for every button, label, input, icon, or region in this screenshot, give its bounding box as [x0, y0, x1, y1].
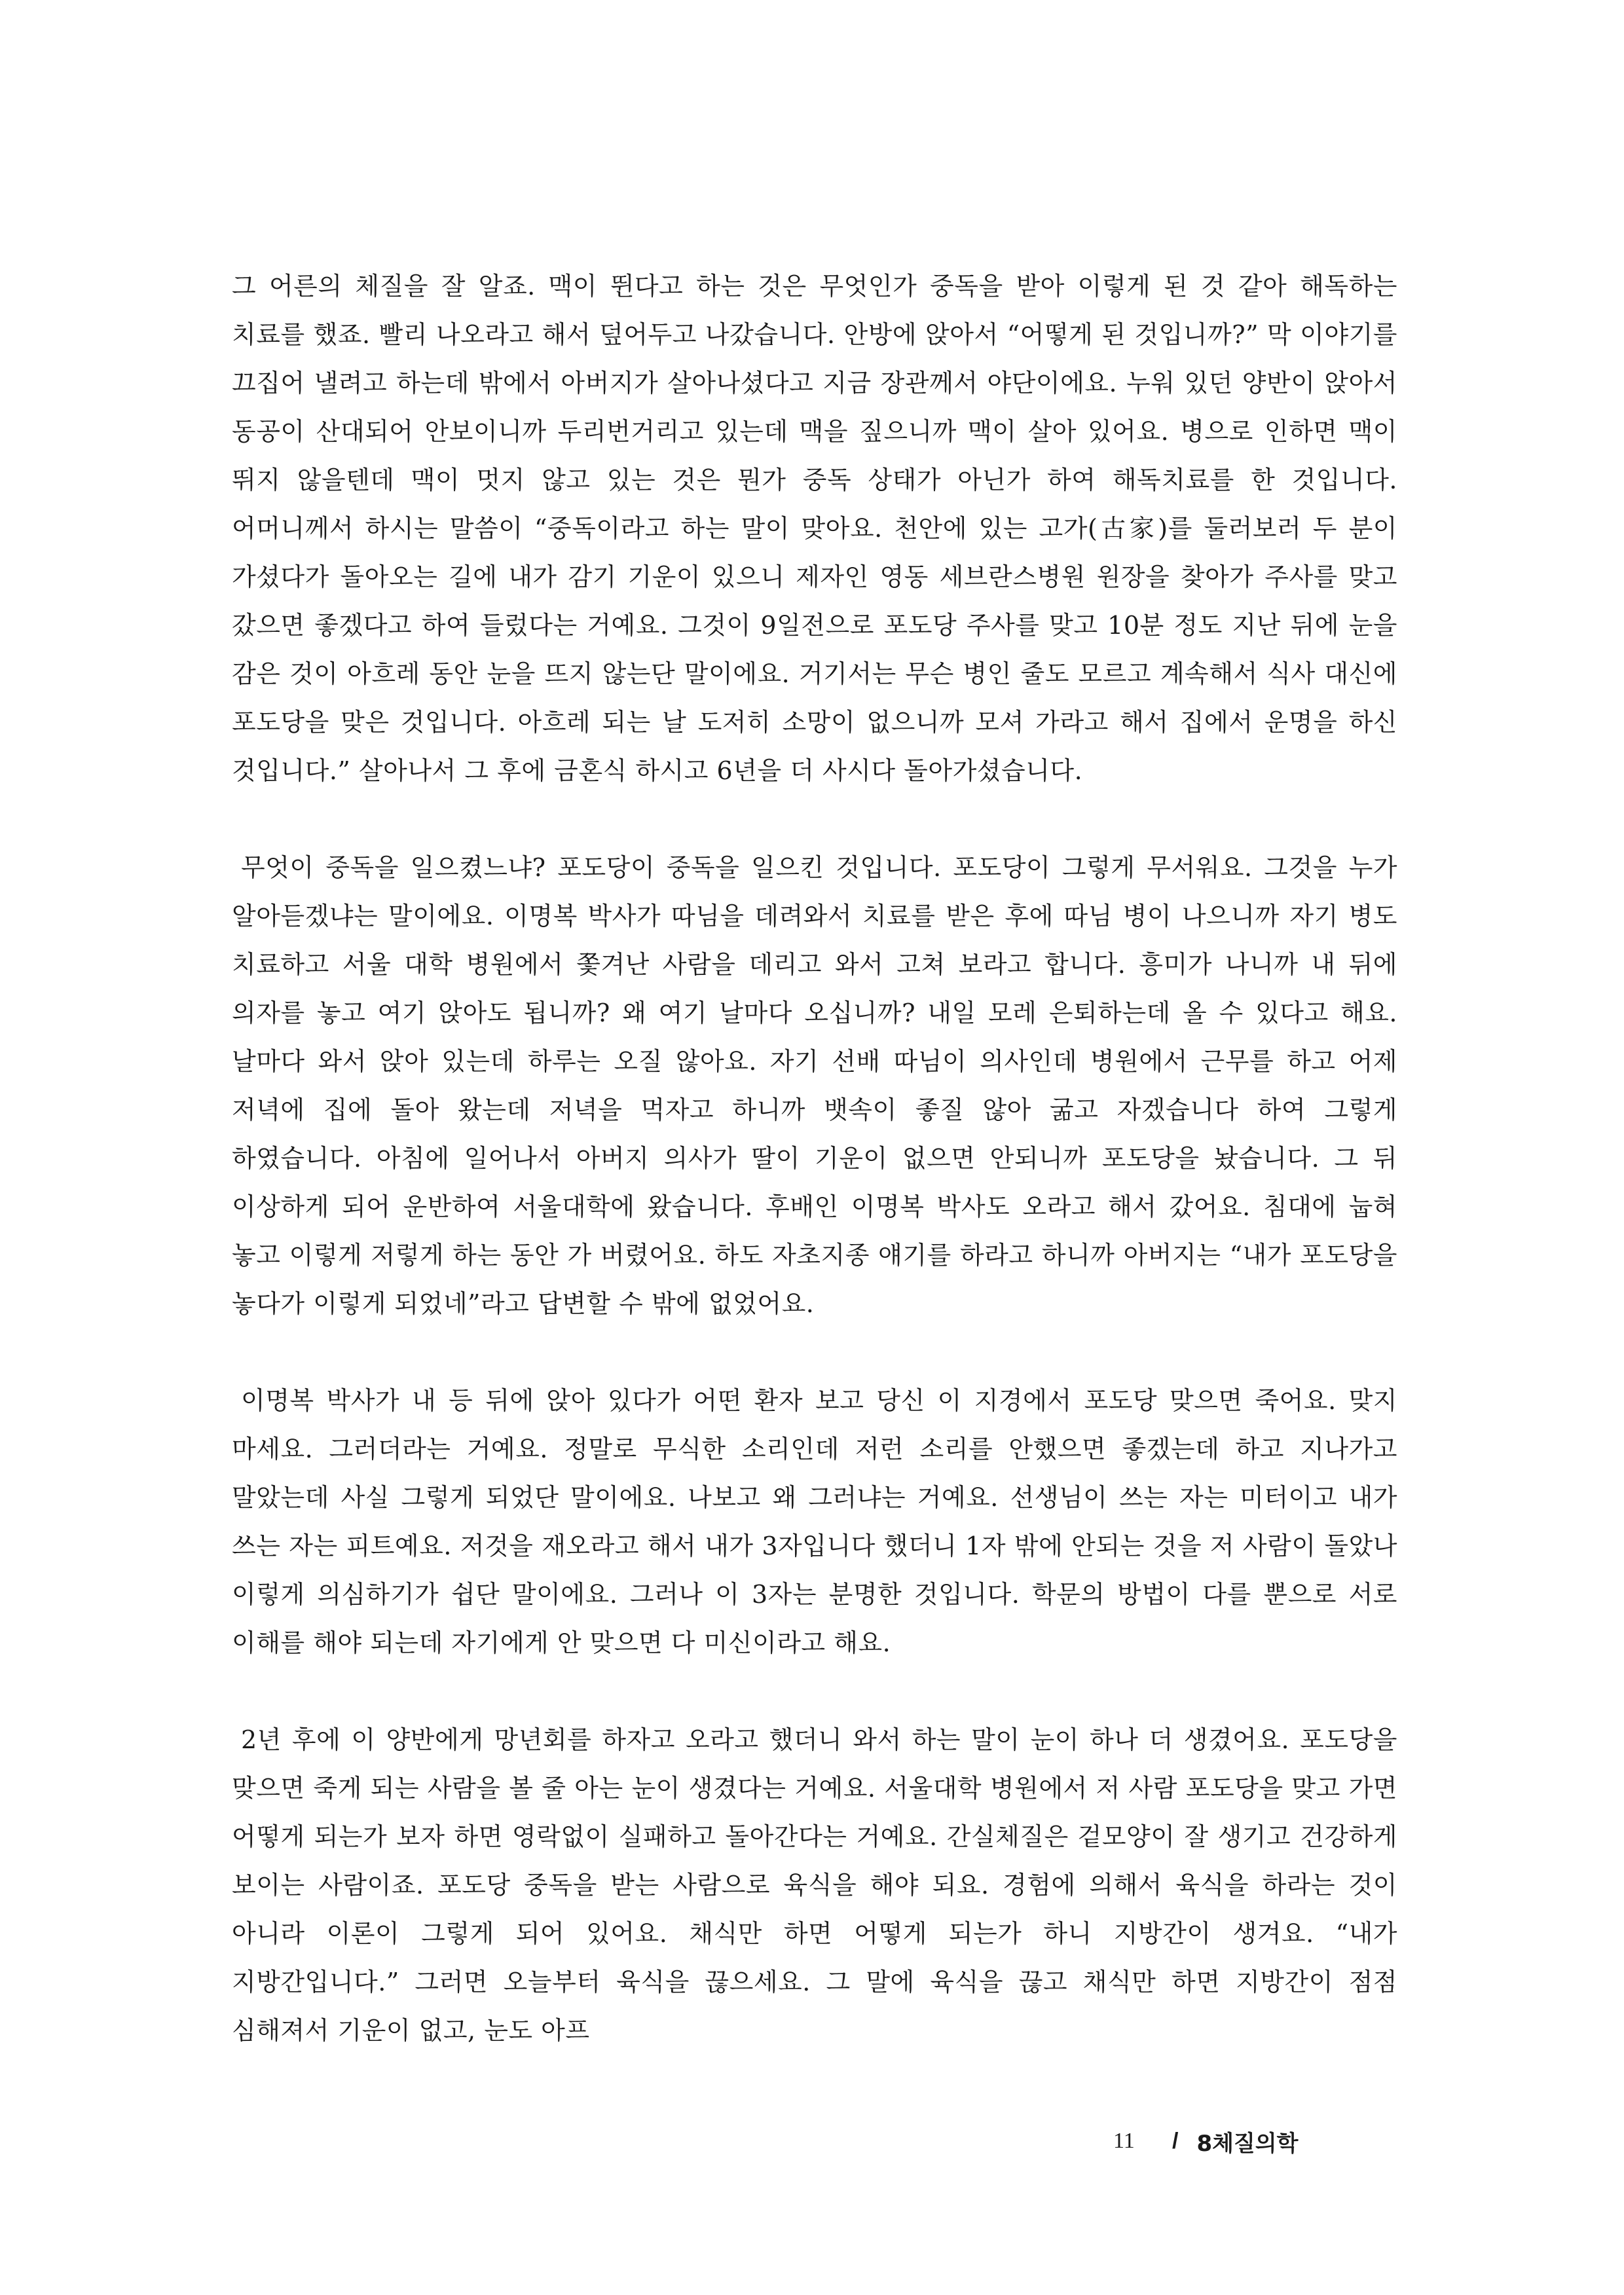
- book-title: 8체질의학: [1196, 2130, 1299, 2157]
- page-body: [232, 262, 1397, 2103]
- body-paragraph-4: 2년 후에 이 양반에게 망년회를 하자고 오라고 했더니 와서 하는 말이 눈이 하나 더 생겼어요. 포도당을 맞으면 죽게 되는 사람을 볼 줄 아는 눈이 생겼다는 거예요. 서울대학 병원에서 저 사람 포도당을 맞고 가면 어떻게 되는가 보자 하면 영락없이 실패하고 돌아간다는 거예요. 간실체질은 겉모양이 잘 생기고 건강하게 보이는 사람이죠. 포도당 중독을 받는 사람으로 육식을 해야 되요. 경험에 의해서 육식을 하라는 것이 아니라 이론이 그렇게 되어 있어요. 채식만 하면 어떻게 되는가 하니 지방간이 생겨요. “내가 지방간입니다.” 그러면 오늘부터 육식을 끊으세요. 그 말에 육식을 끊고 채식만 하면 지방간이 점점 심해져서 기운이 없고, 눈도 아프: [232, 1725, 1397, 2045]
- body-paragraph-1: 그 어른의 체질을 잘 알죠. 맥이 뛴다고 하는 것은 무엇인가 중독을 받아 이렇게 된 것 같아 해독하는 치료를 했죠. 빨리 나오라고 해서 덮어두고 나갔습니다. 안방에 앉아서 “어떻게 된 것입니까?” 막 이야기를 끄집어 낼려고 하는데 밖에서 아버지가 살아나셨다고 지금 장관께서 야단이에요. 누워 있던 양반이 앉아서 동공이 산대되어 안보이니까 두리번거리고 있는데 맥을 짚으니까 맥이 살아 있어요. 병으로 인하면 맥이 뛰지 않을텐데 맥이 멋지 않고 있는 것은 뭔가 중독 상태가 아닌가 하여 해독치료를 한 것입니다. 어머니께서 하시는 말씀이 “중독이라고 하는 말이 맞아요. 천안에 있는 고가(古家)를 둘러보러 두 분이 가셨다가 돌아오는 길에 내가 감기 기운이 있으니 제자인 영동 세브란스병원 원장을 찾아가 주사를 맞고 갔으면 좋겠다고 하여 들렀다는 거예요. 그것이 9일전으로 포도당 주사를 맞고 10분 정도 지난 뒤에 눈을 감은 것이 아흐레 동안 눈을 뜨지 않는단 말이에요. 거기서는 무슨 병인 줄도 모르고 계속해서 식사 대신에 포도당을 맞은 것입니다. 아흐레 되는 날 도저히 소망이 없으니까 모셔 가라고 해서 집에서 운명을 하신 것입니다.” 살아나서 그 후에 금혼식 하시고 6년을 더 사시다 돌아가셨습니다.: [232, 272, 1397, 785]
- footer-separator: /: [1172, 2128, 1179, 2154]
- body-paragraph-3: 이명복 박사가 내 등 뒤에 앉아 있다가 어떤 환자 보고 당신 이 지경에서 포도당 맞으면 죽어요. 맞지 마세요. 그러더라는 거예요. 정말로 무식한 소리인데 저런 소리를 안했으면 좋겠는데 하고 지나가고 말았는데 사실 그렇게 되었단 말이에요. 나보고 왜 그러냐는 거예요. 선생님이 쓰는 자는 미터이고 내가 쓰는 자는 피트예요. 저것을 재오라고 해서 내가 3자입니다 했더니 1자 밖에 안되는 것을 저 사람이 돌았나 이렇게 의심하기가 쉽단 말이에요. 그러나 이 3자는 분명한 것입니다. 학문의 방법이 다를 뿐으로 서로 이해를 해야 되는데 자기에게 안 맞으면 다 미신이라고 해요.: [232, 1386, 1397, 1657]
- page-number: 11: [1113, 2129, 1135, 2153]
- body-paragraph-2: 무엇이 중독을 일으켰느냐? 포도당이 중독을 일으킨 것입니다. 포도당이 그렇게 무서워요. 그것을 누가 알아듣겠냐는 말이에요. 이명복 박사가 따님을 데려와서 치료를 받은 후에 따님 병이 나으니까 자기 병도 치료하고 서울 대학 병원에서 쫓겨난 사람을 데리고 와서 고쳐 보라고 합니다. 흥미가 나니까 내 뒤에 의자를 놓고 여기 앉아도 됩니까? 왜 여기 날마다 오십니까? 내일 모레 은퇴하는데 올 수 있다고 해요. 날마다 와서 앉아 있는데 하루는 오질 않아요. 자기 선배 따님이 의사인데 병원에서 근무를 하고 어제 저녁에 집에 돌아 왔는데 저녁을 먹자고 하니까 뱃속이 좋질 않아 굶고 자겠습니다 하여 그렇게 하였습니다. 아침에 일어나서 아버지 의사가 딸이 기운이 없으면 안되니까 포도당을 놨습니다. 그 뒤 이상하게 되어 운반하여 서울대학에 왔습니다. 후배인 이명복 박사도 오라고 해서 갔어요. 침대에 눕혀 놓고 이렇게 저렇게 하는 동안 가 버렸어요. 하도 자초지종 얘기를 하라고 하니까 아버지는 “내가 포도당을 놓다가 이렇게 되었네”라고 답변할 수 밖에 없었어요.: [232, 853, 1397, 1318]
- page-footer: [1113, 2121, 1441, 2161]
